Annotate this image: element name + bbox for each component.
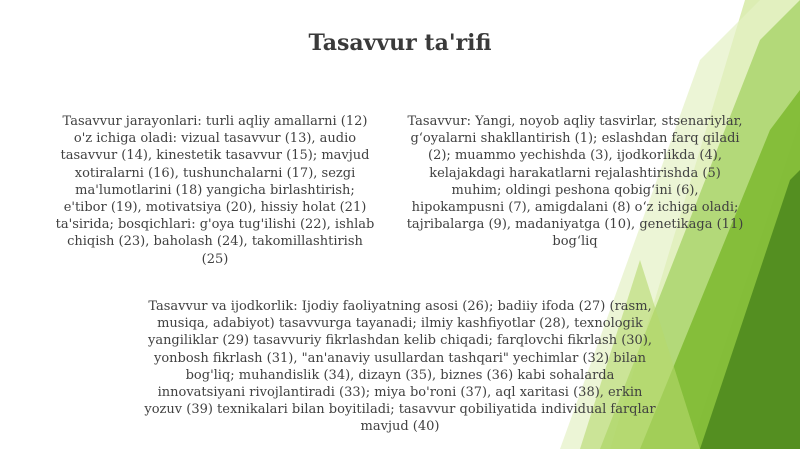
slide-title: Tasavvur ta'rifi [308,30,492,56]
left-text-block: Tasavvur jarayonlari: turli aqliy amallarni (12) o'z ichiga oladi: vizual tasavvur (13), audio tasavvur (14), kinestetik tasavvur (15); mavjud xotiralarni (16), tushunchalarni (17), sezgi ma'lumotlarini (18) yangicha birlashtirish; e'tibor (19), motivatsiya (20), hissiy holat (21) ta'sirida; bosqichlari: g'oya tug'ilishi (22), ishlab chiqish (23), baholash (24), takomillashtirish (25) [55,114,375,267]
bottom-text-block: Tasavvur va ijodkorlik: Ijodiy faoliyatning asosi (26); badiiy ifoda (27) (rasm, musiqa, adabiyot) tasavvurga tayanadi; ilmiy kashfiyotlar (28), texnologik yangiliklar (29) tasavvuriy fikrlashdan kelib chiqadi; farqlovchi fikrlash (30), yonbosh fikrlash (31), "an'anaviy usullardan tashqari" yechimlar (32) bilan bog'liq; muhandislik (34), dizayn (35), biznes (36) kabi sohalarda innovatsiyani rivojlantiradi (33); miya bo'roni (37), aql xaritasi (38), erkin yozuv (39) texnikalari bilan boyitiladi; tasavvur qobiliyatida individual farqlar mavjud (40) [144,299,656,435]
right-text-block: Tasavvur: Yangi, noyob aqliy tasvirlar, stsenariylar, g‘oyalarni shakllantirish (1); eslashdan farq qiladi (2); muammo yechishda (3), ijodkorlikda (4), kelajakdagi harakatlarni rejalashtirishda (5) muhim; oldingi peshona qobig‘ini (6), hipokampusni (7), amigdalani (8) o‘z ichiga oladi; tajribalarga (9), madaniyatga (10), genetikaga (11) bog‘liq [406,114,744,250]
